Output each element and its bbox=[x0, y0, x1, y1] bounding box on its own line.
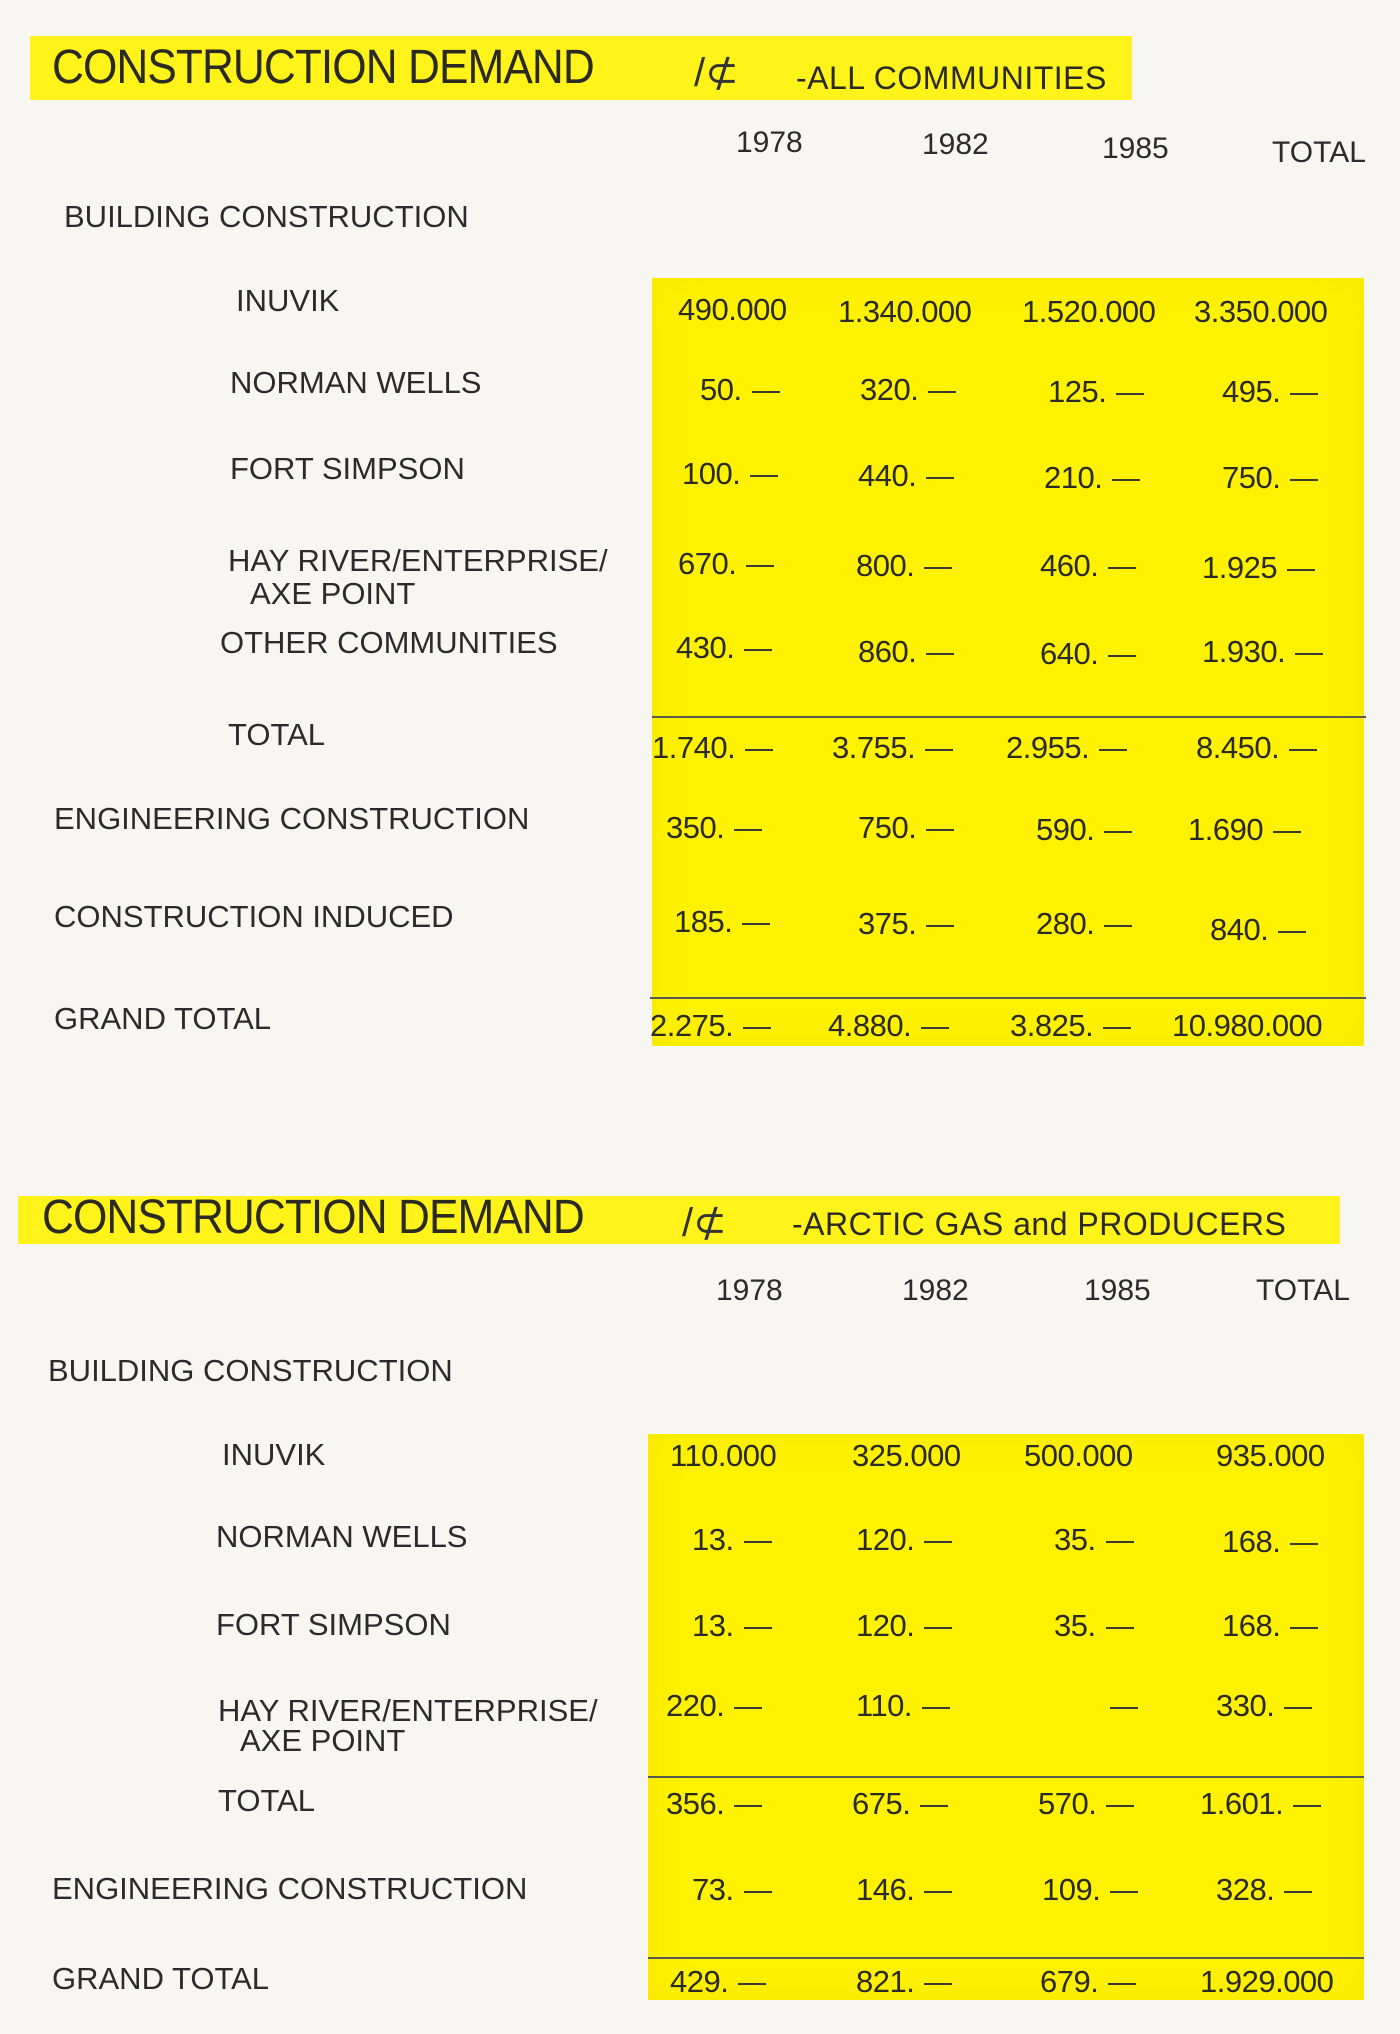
cell-grand-total-total: 10.980.000 bbox=[1172, 1008, 1323, 1043]
building-construction-label: BUILDING CONSTRUCTION bbox=[64, 199, 469, 234]
row-label-axe-point: AXE POINT bbox=[240, 1723, 406, 1758]
cell-grand-total-1985: 3.825. bbox=[1010, 1008, 1131, 1044]
column-header-1985: 1985 bbox=[1084, 1274, 1151, 1307]
cell-grand-total-1985: 679. bbox=[1040, 1964, 1136, 2000]
cell-grand-total-total: 1.929.000 bbox=[1200, 1964, 1334, 1999]
column-header-1978: 1978 bbox=[736, 126, 803, 159]
cell-inuvik-total: 3.350.000 bbox=[1194, 294, 1328, 329]
cell-engineering-1978: 350. bbox=[666, 810, 762, 846]
cell-total-total: 8.450. bbox=[1196, 730, 1317, 766]
cell-hay-river-1985 bbox=[1100, 1688, 1138, 1724]
section-subtitle: -ALL COMMUNITIES bbox=[796, 60, 1107, 96]
cell-hay-river-1978: 670. bbox=[678, 546, 774, 582]
total-divider bbox=[648, 1776, 1364, 1778]
section-title: CONSTRUCTION DEMAND bbox=[52, 41, 594, 94]
cell-hay-river-1978: 220. bbox=[666, 1688, 762, 1724]
cell-fort-simpson-total: 168. bbox=[1222, 1608, 1318, 1644]
total-divider bbox=[652, 716, 1366, 718]
row-label-hay-river: HAY RIVER/ENTERPRISE/ bbox=[218, 1693, 598, 1728]
row-label-hay-river: HAY RIVER/ENTERPRISE/ bbox=[228, 543, 608, 578]
cell-norman-wells-total: 495. bbox=[1222, 374, 1318, 410]
column-header-total: TOTAL bbox=[1272, 136, 1366, 169]
cell-total-1985: 2.955. bbox=[1006, 730, 1127, 766]
row-label-total: TOTAL bbox=[218, 1783, 316, 1818]
grand-total-divider bbox=[648, 1957, 1364, 1959]
cell-fort-simpson-1978: 100. bbox=[682, 456, 778, 492]
cell-fort-simpson-1985: 35. bbox=[1054, 1608, 1134, 1644]
row-label-norman-wells: NORMAN WELLS bbox=[216, 1519, 468, 1554]
cell-fort-simpson-1978: 13. bbox=[692, 1608, 772, 1644]
cell-hay-river-1982: 110. bbox=[856, 1688, 950, 1724]
row-label-engineering-construction: ENGINEERING CONSTRUCTION bbox=[52, 1871, 528, 1906]
cell-other-communities-1978: 430. bbox=[676, 630, 772, 666]
cell-norman-wells-1985: 35. bbox=[1054, 1522, 1134, 1558]
column-header-1978: 1978 bbox=[716, 1274, 783, 1307]
cell-norman-wells-1982: 320. bbox=[860, 372, 956, 408]
cell-induced-1982: 375. bbox=[858, 906, 954, 942]
section-subtitle: -ARCTIC GAS and PRODUCERS bbox=[792, 1206, 1287, 1242]
section-title: CONSTRUCTION DEMAND bbox=[42, 1191, 584, 1244]
cell-inuvik-1978: 110.000 bbox=[670, 1438, 777, 1473]
building-construction-label: BUILDING CONSTRUCTION bbox=[48, 1353, 453, 1388]
cell-inuvik-total: 935.000 bbox=[1216, 1438, 1325, 1473]
cell-norman-wells-total: 168. bbox=[1222, 1524, 1318, 1560]
cell-engineering-1982: 750. bbox=[858, 810, 954, 846]
cell-total-total: 1.601. bbox=[1200, 1786, 1321, 1822]
grand-total-divider bbox=[650, 997, 1366, 999]
cell-engineering-1978: 73. bbox=[692, 1872, 772, 1908]
column-header-1982: 1982 bbox=[922, 128, 989, 161]
cell-engineering-total: 1.690 bbox=[1188, 812, 1301, 848]
cell-inuvik-1978: 490.000 bbox=[678, 292, 787, 327]
cell-other-communities-1985: 640. bbox=[1040, 636, 1136, 672]
row-label-other-communities: OTHER COMMUNITIES bbox=[220, 625, 558, 660]
cell-total-1985: 570. bbox=[1038, 1786, 1134, 1822]
column-header-total: TOTAL bbox=[1256, 1274, 1350, 1307]
cell-fort-simpson-total: 750. bbox=[1222, 460, 1318, 496]
row-label-engineering-construction: ENGINEERING CONSTRUCTION bbox=[54, 801, 530, 836]
cell-other-communities-total: 1.930. bbox=[1202, 634, 1323, 670]
cell-hay-river-1982: 800. bbox=[856, 548, 952, 584]
cell-other-communities-1982: 860. bbox=[858, 634, 954, 670]
cell-hay-river-total: 1.925 bbox=[1202, 550, 1315, 586]
cell-engineering-1982: 146. bbox=[856, 1872, 952, 1908]
cell-induced-total: 840. bbox=[1210, 912, 1306, 948]
cell-grand-total-1982: 4.880. bbox=[828, 1008, 949, 1044]
row-label-grand-total: GRAND TOTAL bbox=[52, 1961, 270, 1996]
cell-engineering-1985: 590. bbox=[1036, 812, 1132, 848]
cell-inuvik-1982: 1.340.000 bbox=[838, 294, 972, 329]
cell-grand-total-1982: 821. bbox=[856, 1964, 952, 2000]
cell-engineering-total: 328. bbox=[1216, 1872, 1312, 1908]
title-symbol: /⊄ bbox=[682, 1201, 727, 1245]
cell-hay-river-total: 330. bbox=[1216, 1688, 1312, 1724]
cell-norman-wells-1985: 125. bbox=[1048, 374, 1144, 410]
cell-total-1982: 675. bbox=[852, 1786, 948, 1822]
cell-norman-wells-1982: 120. bbox=[856, 1522, 952, 1558]
row-label-total: TOTAL bbox=[228, 717, 326, 752]
row-label-inuvik: INUVIK bbox=[236, 283, 340, 318]
cell-norman-wells-1978: 13. bbox=[692, 1522, 772, 1558]
row-label-norman-wells: NORMAN WELLS bbox=[230, 365, 482, 400]
cell-total-1978: 1.740. bbox=[652, 730, 773, 766]
row-label-grand-total: GRAND TOTAL bbox=[54, 1001, 272, 1036]
row-label-construction-induced: CONSTRUCTION INDUCED bbox=[54, 899, 454, 934]
cell-inuvik-1982: 325.000 bbox=[852, 1438, 961, 1473]
cell-fort-simpson-1985: 210. bbox=[1044, 460, 1140, 496]
cell-grand-total-1978: 429. bbox=[670, 1964, 766, 2000]
cell-fort-simpson-1982: 440. bbox=[858, 458, 954, 494]
cell-inuvik-1985: 1.520.000 bbox=[1022, 294, 1156, 329]
cell-total-1982: 3.755. bbox=[832, 730, 953, 766]
cell-induced-1978: 185. bbox=[674, 904, 770, 940]
column-header-1985: 1985 bbox=[1102, 132, 1169, 165]
column-header-1982: 1982 bbox=[902, 1274, 969, 1307]
row-label-axe-point: AXE POINT bbox=[250, 576, 416, 611]
cell-induced-1985: 280. bbox=[1036, 906, 1132, 942]
cell-fort-simpson-1982: 120. bbox=[856, 1608, 952, 1644]
row-label-inuvik: INUVIK bbox=[222, 1437, 326, 1472]
cell-hay-river-1985: 460. bbox=[1040, 548, 1136, 584]
cell-total-1978: 356. bbox=[666, 1786, 762, 1822]
row-label-fort-simpson: FORT SIMPSON bbox=[216, 1607, 451, 1642]
cell-grand-total-1978: 2.275. bbox=[650, 1008, 771, 1044]
cell-inuvik-1985: 500.000 bbox=[1024, 1438, 1133, 1473]
title-symbol: /⊄ bbox=[694, 51, 739, 95]
cell-norman-wells-1978: 50. bbox=[700, 372, 780, 408]
cell-engineering-1985: 109. bbox=[1042, 1872, 1138, 1908]
row-label-fort-simpson: FORT SIMPSON bbox=[230, 451, 465, 486]
